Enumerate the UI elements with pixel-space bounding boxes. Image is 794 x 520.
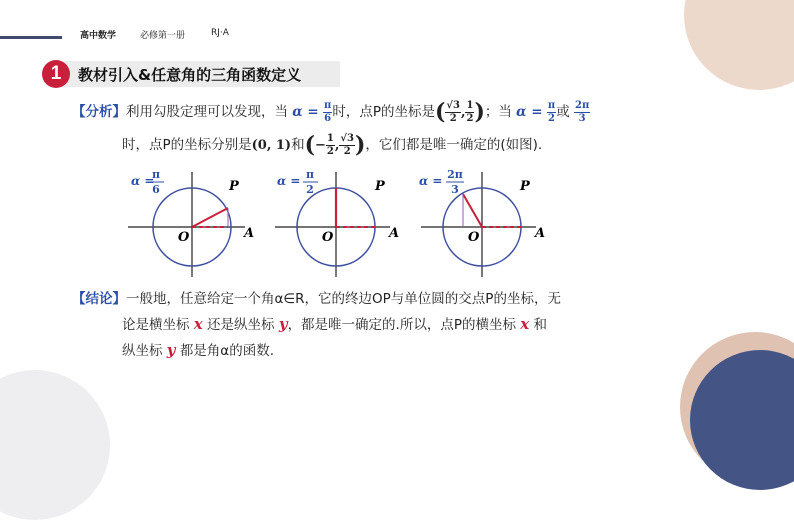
analysis-tag: 【分析】 [72,104,126,120]
header-subject: 高中数学 [80,31,117,41]
fig3-label-P: P [520,179,530,194]
fig1-alpha-label: α = [131,174,155,188]
header-rule [0,36,62,39]
fig3-alpha-num: 2π [447,168,463,181]
header-edition: RJ·A [211,28,229,38]
var-x: x [193,315,203,333]
conclusion-line-2: 论是横坐标 x 还是纵坐标 y，都是唯一确定的.所以，点P的横坐标 x 和 [122,315,548,333]
unit-circle-figures [0,158,794,278]
var-y: y [278,315,288,333]
fig1-label-P: P [229,179,239,194]
fig2-label-A: A [389,226,400,241]
fig2-alpha-num: π [305,168,315,181]
conclusion-line-1: 【结论】一般地，任意给定一个角α∈R，它的终边OP与单位圆的交点P的坐标，无 [72,291,561,307]
fig3-alpha-label: α = [419,174,443,188]
section-number-badge: 1 [42,60,70,88]
fig1-label-A: A [244,226,255,241]
figure-alpha-pi-6 [128,168,254,277]
fig1-alpha-den: 6 [152,183,160,196]
fig3-label-A: A [535,226,546,241]
decor-circle-top-right [684,0,794,90]
analysis-line-1: 【分析】利用勾股定理可以发现，当 α = $\frac{\pi}{6}$ 时，点P的坐标是( $\frac{√3}{2}$ , $\frac{1}{2}$ )；当 α = $\frac{\pi}{2}$ 或 $\frac{2\pi}{3}$ [72,99,590,125]
fig2-alpha-den: 2 [306,183,314,196]
decor-circle-bottom-left [0,370,110,520]
figure-alpha-2pi-3 [419,168,545,277]
fraction-pi-over-6: $\frac{\pi}{6}$ [324,99,332,124]
section-title: 教材引入&任意角的三角函数定义 [78,66,302,84]
fig1-alpha-num: π [151,168,161,181]
fraction-1-over-2: $\frac{1}{2}$ [466,99,474,124]
analysis-line-2: 时，点P的坐标分别是(0, 1)和(− $\frac{1}{2}$ , $\frac{√3}{2}$ )，它们都是唯一确定的(如图). [122,132,543,158]
point-0-1: (0, 1) [251,138,292,153]
figure-alpha-pi-2 [275,168,399,277]
fig2-label-P: P [375,179,385,194]
conclusion-line-3: 纵坐标 y 都是角α的函数. [122,341,275,359]
header-book: 必修第一册 [140,31,186,41]
fraction-sqrt3-over-2: $\frac{√3}{2}$ [446,99,460,124]
fig2-label-O: O [322,230,334,245]
fig2-alpha-label: α = [277,174,301,188]
fraction-2pi-over-3: $\frac{2\pi}{3}$ [574,99,590,124]
conclusion-tag: 【结论】 [72,291,126,307]
fraction-pi-over-2: $\frac{\pi}{2}$ [547,99,556,124]
fig3-alpha-den: 3 [451,183,459,196]
fig1-label-O: O [178,230,190,245]
fig3-label-O: O [468,230,480,245]
